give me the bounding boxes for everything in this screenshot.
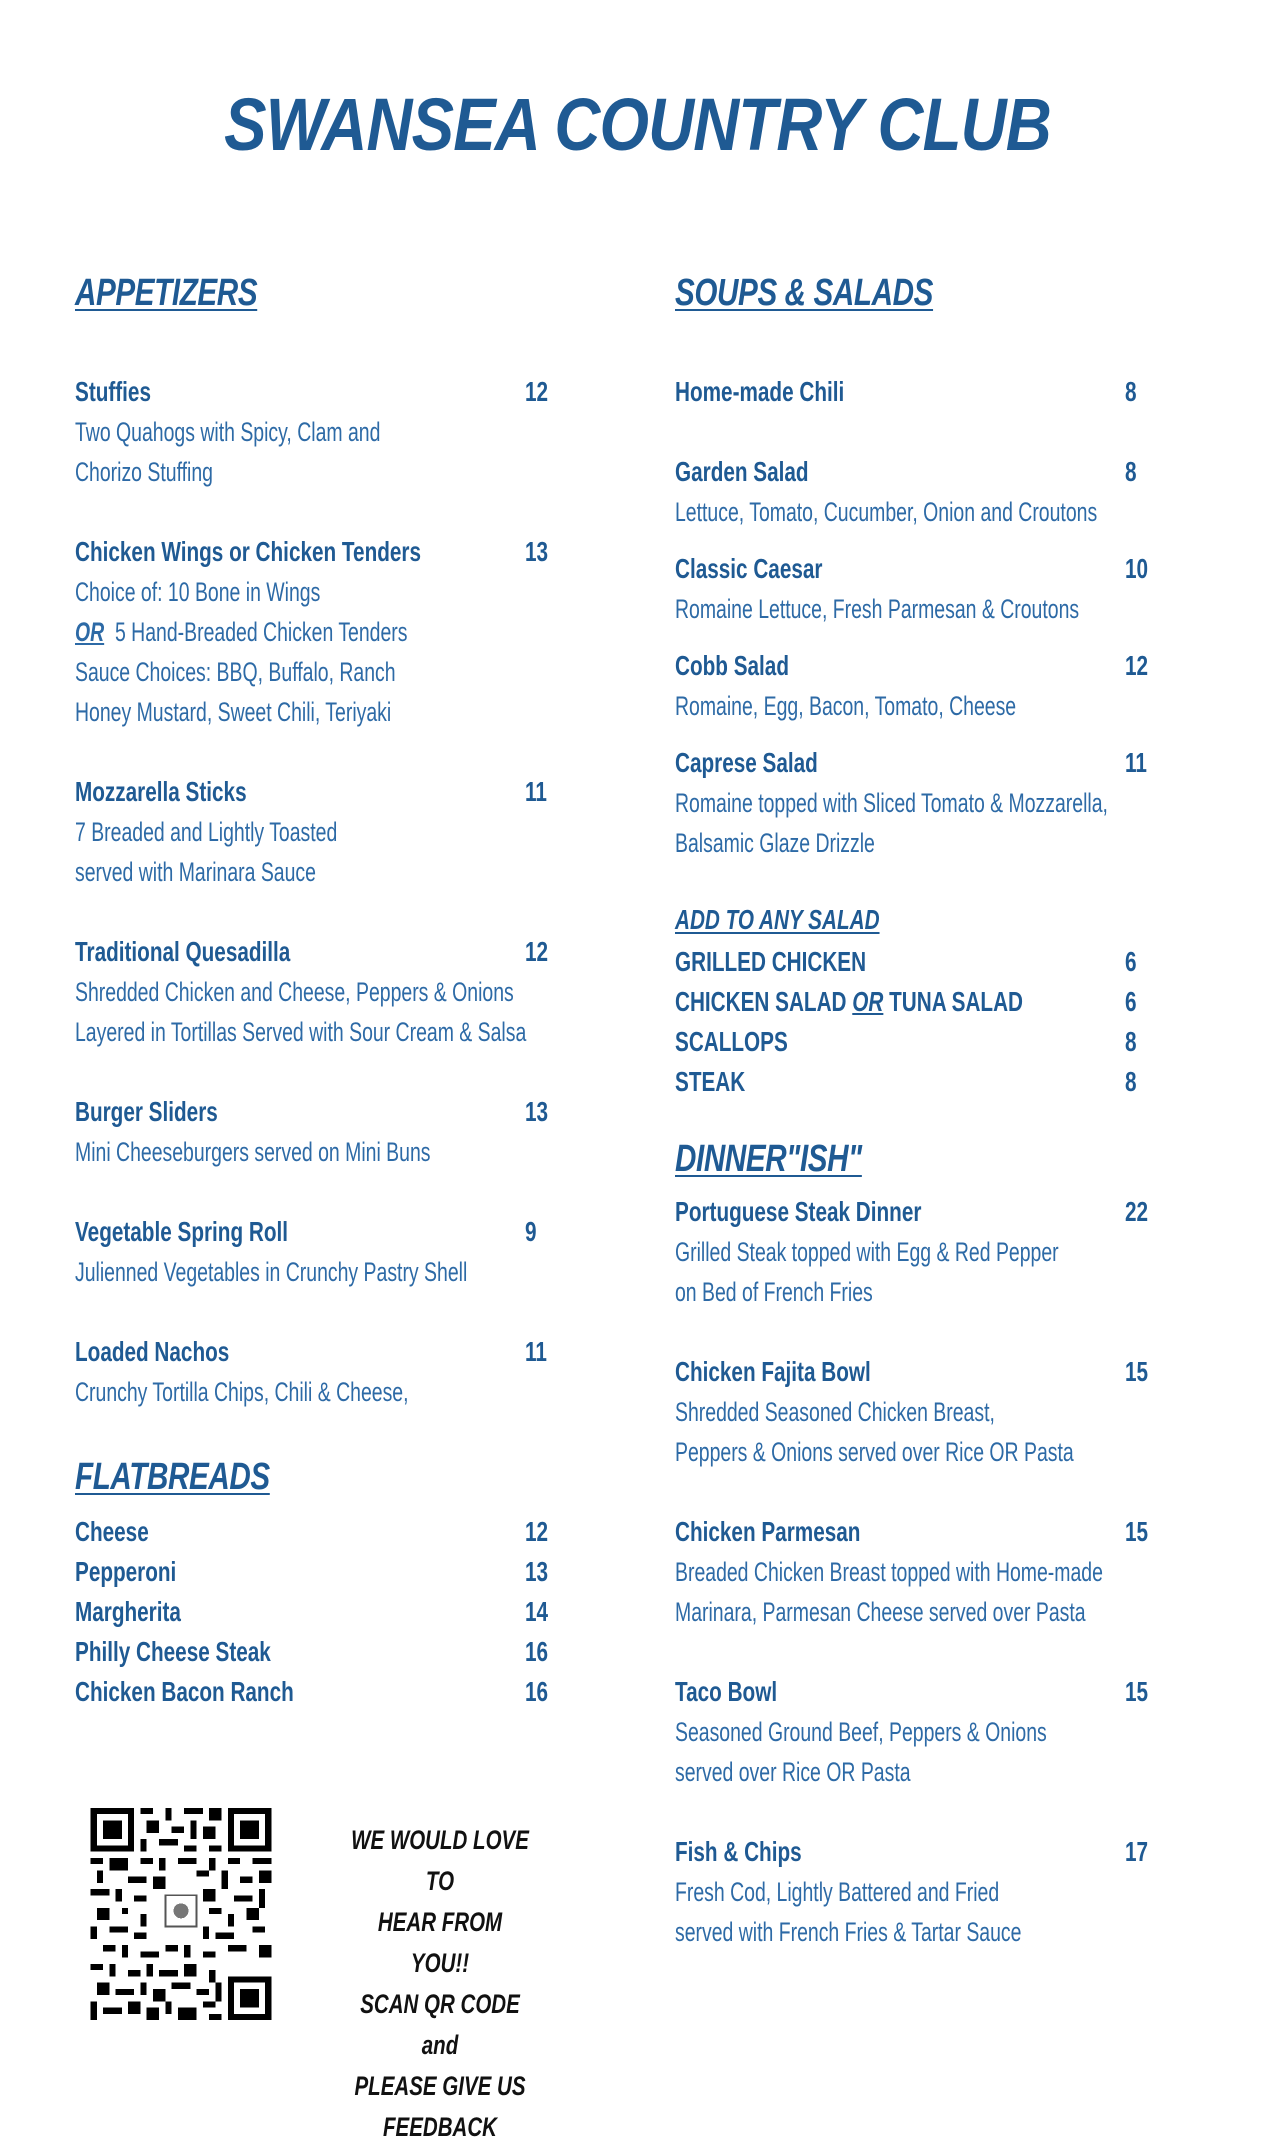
item-name: Loaded Nachos	[75, 1336, 230, 1367]
item-price: 6	[1125, 986, 1137, 1017]
item-name: Chicken Wings or Chicken Tenders	[75, 536, 421, 567]
item-description: Lettuce, Tomato, Cucumber, Onion and Croutons	[675, 497, 1098, 527]
item-name: Burger Sliders	[75, 1096, 218, 1127]
item-name: Chicken Fajita Bowl	[675, 1356, 871, 1387]
item-description-text: 5 Hand-Breaded Chicken Tenders	[114, 617, 408, 647]
item-description: served with French Fries & Tartar Sauce	[675, 1917, 1022, 1947]
item-description: Balsamic Glaze Drizzle	[675, 828, 875, 858]
item-description: 7 Breaded and Lightly Toasted	[75, 817, 338, 847]
item-description	[75, 612, 407, 652]
flatbreads-heading: FLATBREADS	[75, 1456, 270, 1498]
item-price: 13	[525, 536, 549, 567]
item-price: 11	[525, 1336, 547, 1367]
item-description: Choice of: 10 Bone in Wings	[75, 577, 321, 607]
item-name: Caprese Salad	[675, 747, 818, 778]
item-price: 10	[1125, 553, 1149, 584]
item-name: Margherita	[75, 1596, 181, 1627]
or-word: OR	[75, 617, 105, 647]
item-price: 15	[1125, 1516, 1149, 1547]
item-name: Pepperoni	[75, 1556, 177, 1587]
item-price: 11	[1125, 747, 1147, 778]
feedback-line: HEAR FROM YOU!!	[377, 1907, 503, 1978]
item-description: served over Rice OR Pasta	[675, 1757, 911, 1787]
item-name: Chicken Bacon Ranch	[75, 1676, 294, 1707]
page-title: SWANSEA COUNTRY CLUB	[224, 83, 1051, 166]
item-price: 12	[525, 1516, 549, 1547]
feedback-line: SCAN QR CODE and	[360, 1989, 520, 2060]
item-description: Layered in Tortillas Served with Sour Cream & Salsa	[75, 1017, 527, 1047]
item-description: Marinara, Parmesan Cheese served over Pasta	[675, 1597, 1086, 1627]
item-name: Classic Caesar	[675, 553, 823, 584]
item-price: 15	[1125, 1356, 1149, 1387]
item-name: Cheese	[75, 1516, 149, 1547]
feedback-line: WE WOULD LOVE TO	[351, 1825, 529, 1896]
item-price: 16	[525, 1676, 549, 1707]
item-description: Two Quahogs with Spicy, Clam and	[75, 417, 381, 447]
item-name: Mozzarella Sticks	[75, 776, 247, 807]
item-description: Honey Mustard, Sweet Chili, Teriyaki	[75, 697, 392, 727]
item-price: 11	[525, 776, 547, 807]
item-name: Garden Salad	[675, 456, 809, 487]
item-description: Romaine, Egg, Bacon, Tomato, Cheese	[675, 691, 1017, 721]
item-description: served with Marinara Sauce	[75, 857, 316, 887]
item-price: 17	[1125, 1836, 1149, 1867]
item-name: STEAK	[675, 1066, 746, 1097]
item-description: on Bed of French Fries	[675, 1277, 873, 1307]
item-description: Sauce Choices: BBQ, Buffalo, Ranch	[75, 657, 396, 687]
item-price: 13	[525, 1556, 549, 1587]
item-price: 12	[525, 936, 549, 967]
item-description: Crunchy Tortilla Chips, Chili & Cheese,	[75, 1377, 409, 1407]
item-name-part: TUNA SALAD	[889, 986, 1024, 1017]
item-price: 8	[1125, 376, 1137, 407]
or-word: OR	[852, 986, 884, 1017]
item-name: Home-made Chili	[675, 376, 845, 407]
item-name: Taco Bowl	[675, 1676, 778, 1707]
item-name-part: CHICKEN SALAD	[675, 986, 847, 1017]
item-price: 8	[1125, 1066, 1137, 1097]
item-price: 16	[525, 1636, 549, 1667]
item-name: Chicken Parmesan	[675, 1516, 861, 1547]
item-description: Grilled Steak topped with Egg & Red Pepper	[675, 1237, 1059, 1267]
item-price: 9	[525, 1216, 537, 1247]
soups-salads-heading: SOUPS & SALADS	[675, 272, 934, 314]
item-price: 12	[525, 376, 549, 407]
item-name: Fish & Chips	[675, 1836, 802, 1867]
item-price: 13	[525, 1096, 549, 1127]
item-name: Vegetable Spring Roll	[75, 1216, 289, 1247]
item-name: Stuffies	[75, 376, 151, 407]
item-name: GRILLED CHICKEN	[675, 946, 867, 977]
item-description: Chorizo Stuffing	[75, 457, 213, 487]
item-name: Cobb Salad	[675, 650, 789, 681]
item-description: Peppers & Onions served over Rice OR Pasta	[675, 1437, 1074, 1467]
feedback-message	[349, 1820, 531, 2148]
item-price: 8	[1125, 456, 1137, 487]
dinnerish-heading: DINNER"ISH"	[675, 1138, 862, 1180]
item-description: Seasoned Ground Beef, Peppers & Onions	[675, 1717, 1047, 1747]
item-price: 6	[1125, 946, 1137, 977]
add-to-salad-heading: ADD TO ANY SALAD	[675, 904, 880, 935]
feedback-line: PLEASE GIVE US	[354, 2071, 526, 2101]
qr-code[interactable]	[90, 1808, 272, 2020]
item-price: 22	[1125, 1196, 1149, 1227]
item-name: Traditional Quesadilla	[75, 936, 291, 967]
item-description: Breaded Chicken Breast topped with Home-made	[675, 1557, 1103, 1587]
item-description: Shredded Chicken and Cheese, Peppers & Onions	[75, 977, 514, 1007]
item-name	[675, 982, 1023, 1022]
feedback-line: FEEDBACK	[382, 2112, 497, 2142]
item-price: 8	[1125, 1026, 1137, 1057]
item-price: 14	[525, 1596, 549, 1627]
item-price: 12	[1125, 650, 1149, 681]
item-description: Julienned Vegetables in Crunchy Pastry Shell	[75, 1257, 468, 1287]
item-description: Romaine Lettuce, Fresh Parmesan & Croutons	[675, 594, 1080, 624]
appetizers-heading: APPETIZERS	[75, 272, 258, 314]
item-description: Fresh Cod, Lightly Battered and Fried	[675, 1877, 1000, 1907]
item-description: Romaine topped with Sliced Tomato & Mozzarella,	[675, 788, 1108, 818]
item-price: 15	[1125, 1676, 1149, 1707]
item-name: SCALLOPS	[675, 1026, 788, 1057]
item-description: Mini Cheeseburgers served on Mini Buns	[75, 1137, 431, 1167]
item-name: Philly Cheese Steak	[75, 1636, 271, 1667]
item-description: Shredded Seasoned Chicken Breast,	[675, 1397, 995, 1427]
item-name: Portuguese Steak Dinner	[675, 1196, 922, 1227]
